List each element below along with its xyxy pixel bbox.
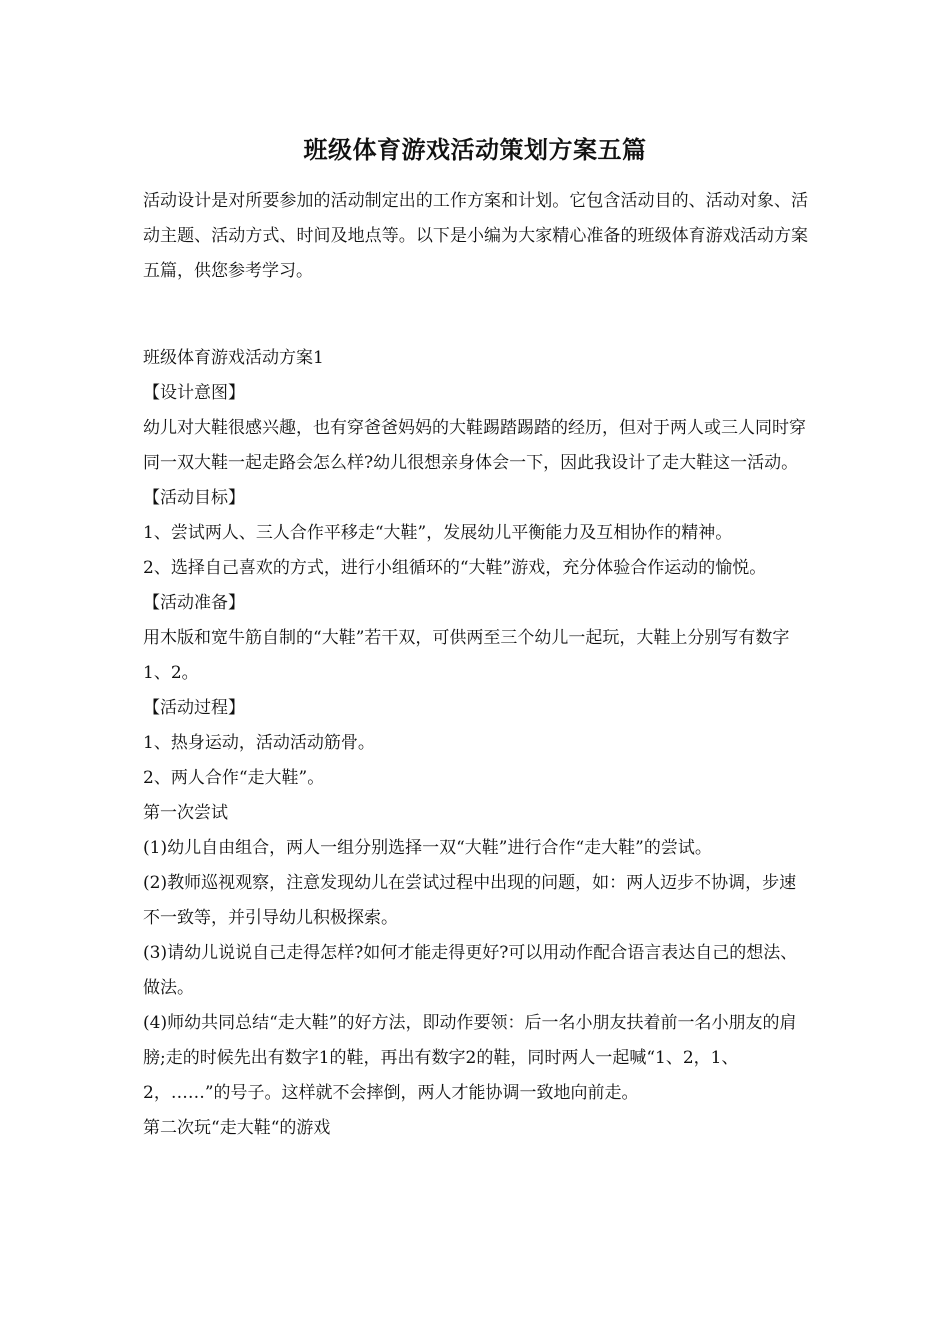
attempt-item-3: (3)请幼儿说说自己走得怎样?如何才能走得更好?可以用动作配合语言表达自己的想法、做法。 bbox=[143, 943, 798, 998]
attempt-item-1: (1)幼儿自由组合，两人一组分别选择一双“大鞋”进行合作“走大鞋”的尝试。 bbox=[143, 838, 712, 858]
subheading-activity-goals: 【活动目标】 bbox=[143, 488, 245, 508]
document-body bbox=[143, 184, 808, 1146]
paragraph-design-intent: 幼儿对大鞋很感兴趣，也有穿爸爸妈妈的大鞋踢踏踢踏的经历，但对于两人或三人同时穿同一双大鞋一起走路会怎么样?幼儿很想亲身体会一下，因此我设计了走大鞋这一活动。 bbox=[143, 418, 806, 473]
paragraph-activity-prep: 用木版和宽牛筋自制的“大鞋”若干双，可供两至三个幼儿一起玩，大鞋上分别写有数字1、2。 bbox=[143, 628, 790, 683]
first-attempt-heading: 第一次尝试 bbox=[143, 803, 228, 823]
subheading-activity-process: 【活动过程】 bbox=[143, 698, 245, 718]
subheading-design-intent: 【设计意图】 bbox=[143, 383, 245, 403]
document-title: 班级体育游戏活动策划方案五篇 bbox=[303, 135, 647, 164]
attempt-item-2: (2)教师巡视观察，注意发现幼儿在尝试过程中出现的问题，如：两人迈步不协调，步速不一致等，并引导幼儿积极探索。 bbox=[143, 873, 797, 928]
second-game-heading: 第二次玩“走大鞋“的游戏 bbox=[143, 1118, 331, 1138]
goal-item-2: 2、选择自己喜欢的方式，进行小组循环的“大鞋”游戏，充分体验合作运动的愉悦。 bbox=[143, 558, 767, 578]
process-step-2: 2、两人合作“走大鞋”。 bbox=[143, 768, 325, 788]
subheading-activity-prep: 【活动准备】 bbox=[143, 593, 245, 613]
process-step-1: 1、热身运动，活动活动筋骨。 bbox=[143, 733, 375, 753]
paragraph-gap bbox=[143, 289, 808, 341]
goal-item-1: 1、尝试两人、三人合作平移走“大鞋”，发展幼儿平衡能力及互相协作的精神。 bbox=[143, 523, 733, 543]
intro-paragraph: 活动设计是对所要参加的活动制定出的工作方案和计划。它包含活动目的、活动对象、活动主题、活动方式、时间及地点等。以下是小编为大家精心准备的班级体育游戏活动方案五篇，供您参考学习。 bbox=[143, 191, 808, 281]
attempt-item-4: (4)师幼共同总结“走大鞋”的好方法，即动作要领：后一名小朋友扶着前一名小朋友的肩膀;走的时候先出有数字1的鞋，再出有数字2的鞋，同时两人一起喊“1、2，1、2，……”的号子。这样就不会摔倒，两人才能协调一致地向前走。 bbox=[143, 1013, 797, 1103]
section-heading: 班级体育游戏活动方案1 bbox=[143, 348, 324, 368]
